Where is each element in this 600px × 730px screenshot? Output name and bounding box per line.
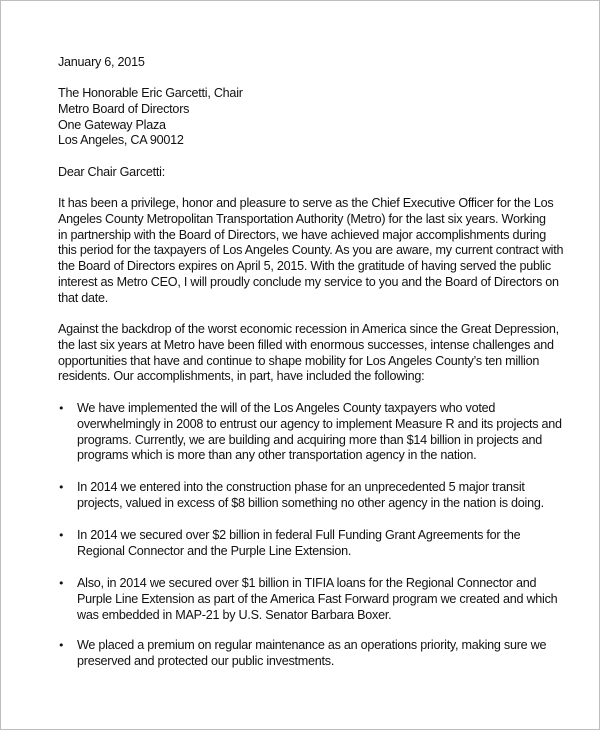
bullet-icon: • [58,529,65,542]
paragraph-line: In 2014 we secured over $2 billion in federal Full Funding Grant Agreements for the [77,528,521,542]
list-item-text [77,480,544,512]
paragraph-line: the Board of Directors expires on April 5, 2015. With the gratitude of having served the public [58,259,551,273]
paragraph-line: Purple Line Extension as part of the America Fast Forward program we created and which [77,591,558,606]
paragraph-2 [58,322,559,385]
paragraph-line: preserved and protected our public investments. [77,653,335,668]
paragraph-line: interest as Metro CEO, I will proudly conclude my service to you and the Board of Directors on [58,274,559,289]
paragraph-line: Also, in 2014 we secured over $1 billion in TIFIA loans for the Regional Connector and [77,576,537,590]
paragraph-line: programs. Currently, we are building and acquiring more than $14 billion in projects and [77,432,542,447]
recipient-address [58,86,243,149]
paragraph-line: It has been a privilege, honor and pleasure to serve as the Chief Executive Officer for the Los [58,196,554,210]
paragraph-line: In 2014 we entered into the construction phase for an unprecedented 5 major transit [77,480,525,494]
paragraph-line: the last six years at Metro have been filled with enormous successes, intense challenges and [58,337,554,352]
date-text: January 6, 2015 [58,55,145,69]
paragraph-line: in partnership with the Board of Directors, we have achieved major accomplishments during [58,227,547,242]
paragraph-line: Against the backdrop of the worst economic recession in America since the Great Depression, [58,322,559,336]
bullet-icon: • [58,481,65,494]
address-line: The Honorable Eric Garcetti, Chair [58,86,243,100]
paragraph-line: overwhelmingly in 2008 to entrust our agency to implement Measure R and its projects and [77,416,562,431]
address-line: Los Angeles, CA 90012 [58,133,184,148]
bullet-icon: • [58,639,65,652]
paragraph-1 [58,196,563,306]
letter-date [58,55,145,71]
bullet-icon: • [58,577,65,590]
paragraph-line: We placed a premium on regular maintenance as an operations priority, making sure we [77,638,547,652]
paragraph-line: that date. [58,290,109,305]
address-line: One Gateway Plaza [58,117,166,132]
paragraph-line: We have implemented the will of the Los Angeles County taxpayers who voted [77,401,496,415]
list-item-text [77,638,546,670]
address-line: Metro Board of Directors [58,101,190,116]
paragraph-line: Angeles County Metropolitan Transportation Authority (Metro) for the last six years. Working [58,211,546,226]
paragraph-line: this period for the taxpayers of Los Angeles County. As you are aware, my current contract with [58,243,564,258]
paragraph-line: was embedded in MAP-21 by U.S. Senator Barbara Boxer. [77,607,392,622]
paragraph-line: Regional Connector and the Purple Line Extension. [77,543,352,558]
bullet-icon: • [58,402,65,415]
list-item-text [77,401,562,464]
list-item-text [77,528,520,560]
list-item-text [77,576,557,623]
paragraph-line: projects, valued in excess of $8 billion something no other agency in the nation is doing. [77,495,544,510]
salutation [58,165,165,181]
salutation-text: Dear Chair Garcetti: [58,165,165,179]
paragraph-line: residents. Our accomplishments, in part, have included the following: [58,369,425,384]
paragraph-line: programs which is more than any other transportation agency in the nation. [77,448,477,463]
paragraph-line: opportunities that have and continue to shape mobility for Los Angeles County’s ten million [58,353,540,368]
